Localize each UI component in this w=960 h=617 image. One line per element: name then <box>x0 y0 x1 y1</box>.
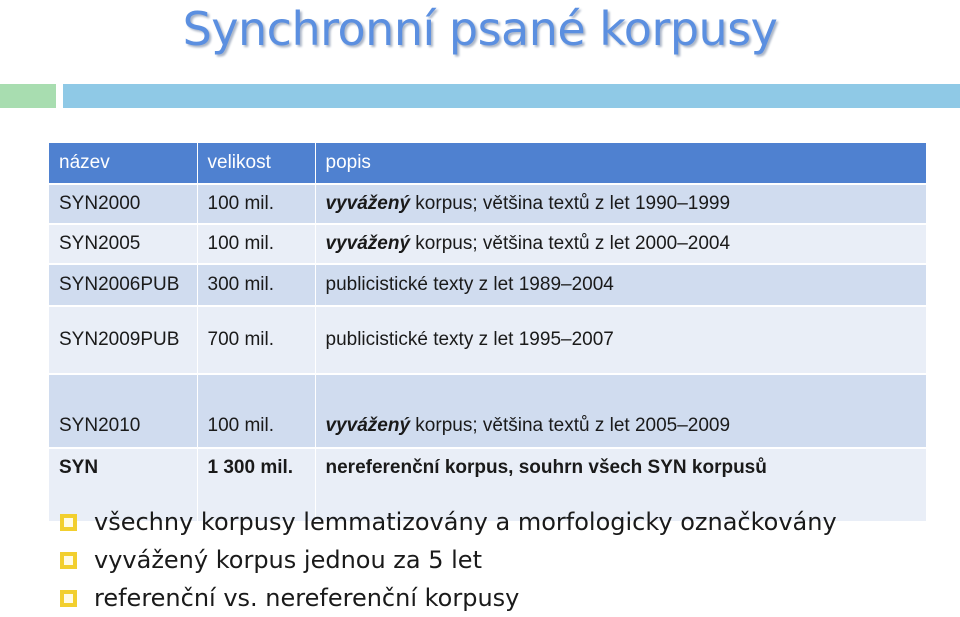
cell-size: 100 mil. <box>197 184 315 224</box>
bullet-text: vyvážený korpus jednou za 5 let <box>94 546 482 574</box>
desc-text: publicistické texty z let 1989–2004 <box>325 274 614 295</box>
table-row <box>49 224 926 264</box>
square-bullet-icon <box>60 514 77 531</box>
desc-text: nereferenční korpus, souhrn všech SYN korpusů <box>325 457 767 478</box>
cell-desc <box>315 224 926 264</box>
cell-name: SYN2006PUB <box>49 264 197 306</box>
cell-name: SYN2000 <box>49 184 197 224</box>
bullet-list <box>60 503 837 617</box>
cell-desc <box>315 184 926 224</box>
table-row <box>49 374 926 448</box>
cell-name: SYN <box>49 448 197 522</box>
cell-size: 100 mil. <box>197 224 315 264</box>
table-header-row <box>49 143 926 184</box>
cell-desc <box>315 374 926 448</box>
table-row <box>49 264 926 306</box>
page-title: Synchronní psané korpusy <box>182 2 778 56</box>
list-item <box>60 503 837 541</box>
bullet-text: referenční vs. nereferenční korpusy <box>94 584 520 612</box>
desc-emphasis: vyvážený <box>325 415 411 436</box>
cell-name: SYN2005 <box>49 224 197 264</box>
desc-text: korpus; většina textů z let 1990–1999 <box>410 193 731 214</box>
square-bullet-icon <box>60 552 77 569</box>
corpus-table <box>49 143 927 523</box>
cell-size: 700 mil. <box>197 306 315 374</box>
cell-name: SYN2009PUB <box>49 306 197 374</box>
header-name: název <box>49 143 197 184</box>
desc-text: korpus; většina textů z let 2005–2009 <box>410 415 731 436</box>
cell-size: 100 mil. <box>197 374 315 448</box>
header-size: velikost <box>197 143 315 184</box>
desc-emphasis: vyvážený <box>325 233 411 254</box>
cell-size: 300 mil. <box>197 264 315 306</box>
square-bullet-icon <box>60 590 77 607</box>
desc-text: publicistické texty z let 1995–2007 <box>325 329 614 350</box>
decor-bar-blue <box>63 84 960 108</box>
decor-bar-green <box>0 84 56 108</box>
cell-desc <box>315 306 926 374</box>
cell-desc <box>315 264 926 306</box>
desc-emphasis: vyvážený <box>325 193 411 214</box>
list-item <box>60 541 837 579</box>
cell-size: 1 300 mil. <box>197 448 315 522</box>
table-row <box>49 306 926 374</box>
desc-text: korpus; většina textů z let 2000–2004 <box>410 233 731 254</box>
cell-name: SYN2010 <box>49 374 197 448</box>
table-row <box>49 184 926 224</box>
bullet-text: všechny korpusy lemmatizovány a morfologicky označkovány <box>94 508 837 536</box>
header-desc: popis <box>315 143 926 184</box>
list-item <box>60 579 837 617</box>
